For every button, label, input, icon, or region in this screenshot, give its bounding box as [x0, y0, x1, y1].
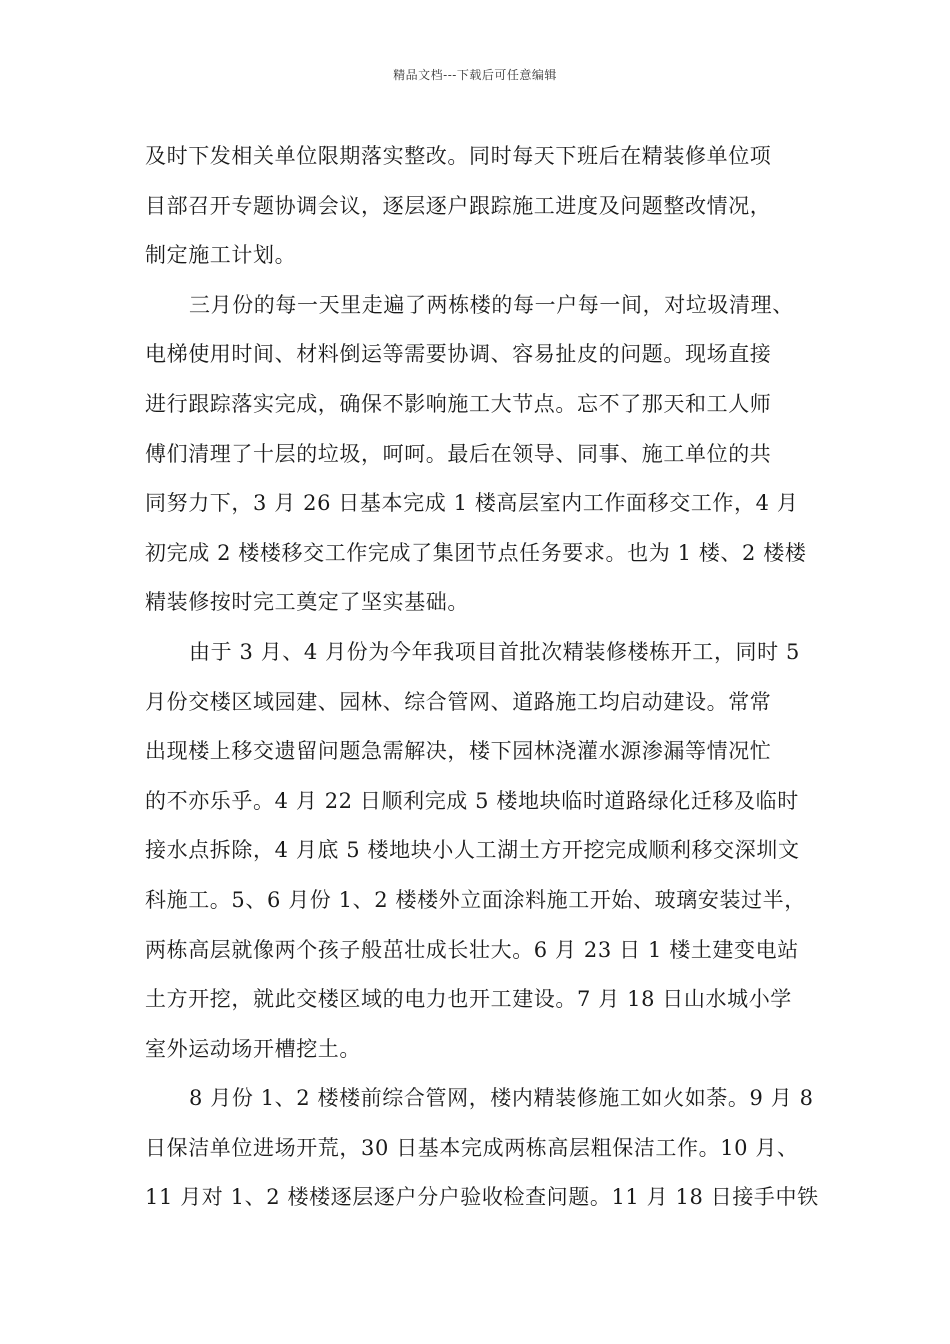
document-body	[145, 132, 825, 1223]
body-line: 室外运动场开槽挖土。	[145, 1036, 361, 1061]
body-line: 同努力下，3 月 26 日基本完成 1 楼高层室内工作面移交工作，4 月	[145, 491, 799, 516]
body-line: 日保洁单位进场开荒，30 日基本完成两栋高层粗保洁工作。10 月、	[145, 1135, 799, 1160]
body-line: 两栋高层就像两个孩子般茁壮成长壮大。6 月 23 日 1 楼土建变电站	[145, 937, 799, 962]
body-line: 科施工。5、6 月份 1、2 楼楼外立面涂料施工开始、玻璃安装过半，	[145, 887, 806, 912]
body-line: 精装修按时完工奠定了坚实基础。	[145, 590, 469, 615]
body-line: 制定施工计划。	[145, 243, 297, 268]
paragraph-first-line: 由于 3 月、4 月份为今年我项目首批次精装修楼栋开工，同时 5	[189, 639, 800, 664]
body-line: 进行跟踪落实完成，确保不影响施工大节点。忘不了那天和工人师	[145, 391, 772, 416]
body-line: 目部召开专题协调会议，逐层逐户跟踪施工进度及问题整改情况，	[145, 193, 772, 218]
body-line: 月份交楼区域园建、园林、综合管网、道路施工均启动建设。常常	[145, 689, 772, 714]
paragraph-first-line: 8 月份 1、2 楼楼前综合管网，楼内精装修施工如火如荼。9 月 8	[189, 1086, 814, 1111]
body-line: 土方开挖，就此交楼区域的电力也开工建设。7 月 18 日山水城小学	[145, 987, 792, 1012]
paragraph-first-line: 三月份的每一天里走遍了两栋楼的每一户每一间，对垃圾清理、	[189, 292, 794, 317]
body-line: 傅们清理了十层的垃圾，呵呵。最后在领导、同事、施工单位的共	[145, 441, 772, 466]
body-line: 的不亦乐乎。4 月 22 日顺利完成 5 楼地块临时道路绿化迁移及临时	[145, 788, 799, 813]
body-line: 电梯使用时间、材料倒运等需要协调、容易扯皮的问题。现场直接	[145, 342, 772, 367]
page-header: 精品文档---下载后可任意编辑	[393, 68, 557, 82]
body-line: 及时下发相关单位限期落实整改。同时每天下班后在精装修单位项	[145, 144, 772, 168]
body-line: 初完成 2 楼楼移交工作完成了集团节点任务要求。也为 1 楼、2 楼楼	[145, 540, 807, 565]
body-line: 11 月对 1、2 楼楼逐层逐户分户验收检查问题。11 月 18 日接手中铁	[145, 1185, 819, 1210]
body-line: 出现楼上移交遗留问题急需解决，楼下园林浇灌水源渗漏等情况忙	[145, 739, 772, 764]
body-line: 接水点拆除，4 月底 5 楼地块小人工湖土方开挖完成顺利移交深圳文	[145, 838, 800, 863]
